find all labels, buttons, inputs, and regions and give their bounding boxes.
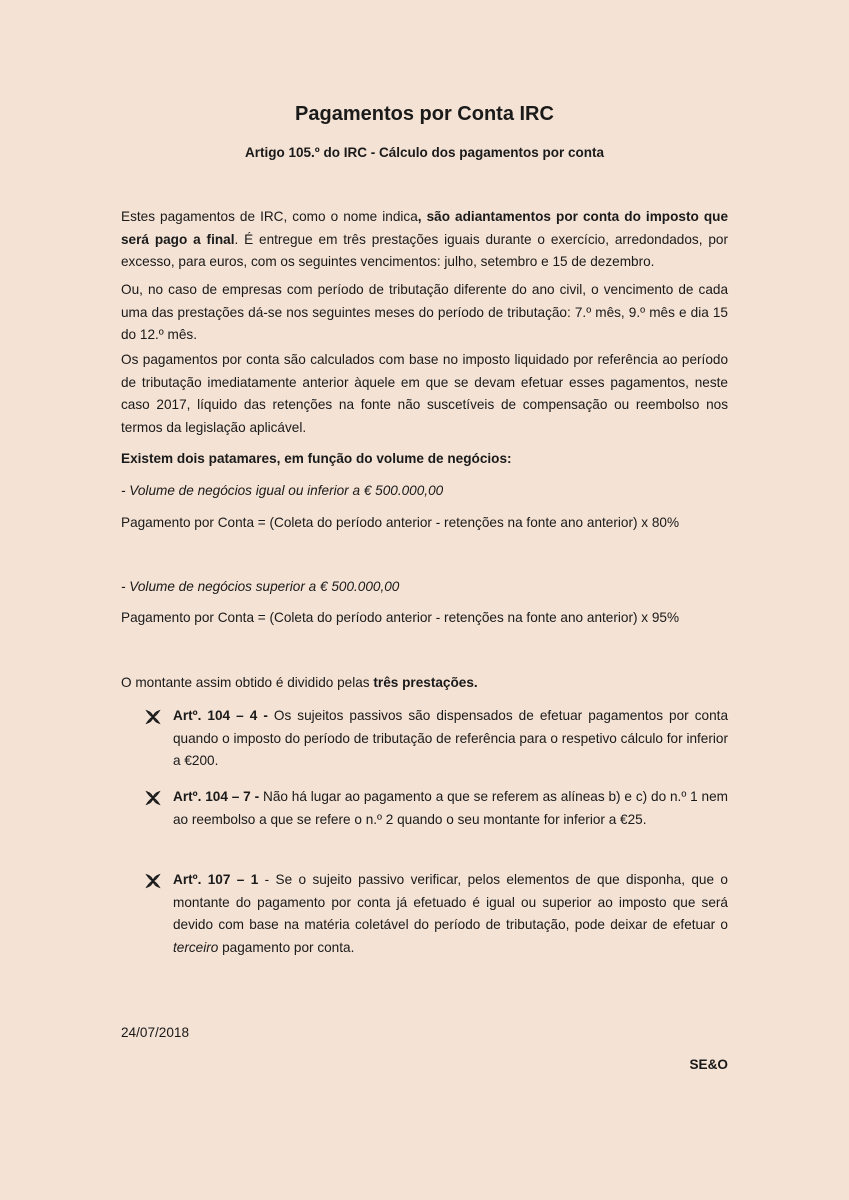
document-date: 24/07/2018	[121, 1025, 190, 1040]
tier-2-formula: Pagamento por Conta = (Coleta do período anterior - retenções na fonte ano anterior) x 95%	[121, 610, 680, 625]
bullet-article-label: Artº. 104 – 7 -	[173, 789, 260, 804]
paragraph-fiscal-period: Ou, no caso de empresas com período de tributação diferente do ano civil, o vencimento de cada uma das prestações dá-se nos seguintes meses do período de tributação: 7.º mês, 9.º mês e dia 15 do 12.º mês.	[121, 282, 728, 342]
bullet-article-text: Os sujeitos passivos são dispensados de efetuar pagamentos por conta quando o imposto do período de tributação de referência para o respetivo cálculo for inferior a €200.	[173, 708, 728, 768]
bullet-art-107-1	[149, 869, 728, 959]
bullet-text	[173, 786, 728, 831]
bullet-art-104-7	[149, 786, 728, 831]
bullet-article-text-end: pagamento por conta.	[218, 939, 355, 955]
paragraph-calculation-basis: Os pagamentos por conta são calculados com base no imposto liquidado por referência ao período de tributação imediatamente anterior àquele em que se devam efetuar esses pagamentos, neste caso 2017, líquido das retenções na fonte não suscetíveis de compensação ou reembolso nos termos da legislação aplicável.	[121, 352, 728, 435]
bullet-article-italic: terceiro	[173, 939, 219, 955]
paragraph-tiers-heading: Existem dois patamares, em função do volume de negócios:	[121, 451, 512, 466]
paragraph-intro-bold: , são adiantamentos por conta do imposto que será pago a final	[121, 209, 728, 247]
bullet-art-104-4	[149, 705, 728, 773]
page-title: Pagamentos por Conta IRC	[295, 103, 554, 125]
paragraph-intro-part3: . É entregue em três prestações iguais durante o exercício, arredondados, por excesso, para euros, com os seguintes vencimentos: julho, setembro e 15 de dezembro.	[121, 231, 728, 269]
bullet-article-label: Artº. 104 – 4 -	[173, 708, 268, 723]
paragraph-installments-text: O montante assim obtido é dividido pelas	[121, 675, 374, 690]
bullet-article-text: - Se o sujeito passivo verificar, pelos elementos de que disponha, que o montante do pagamento por conta já efetuado é igual ou superior ao imposto que será devido com base na matéria coletável do período de tributação, pode deixar de efetuar o	[173, 872, 728, 932]
document-signature: SE&O	[689, 1057, 728, 1072]
tier-1-label: - Volume de negócios igual ou inferior a € 500.000,00	[121, 483, 444, 498]
paragraph-installments-bold: três prestações.	[373, 675, 478, 690]
paragraph-installments	[121, 672, 728, 695]
bullet-article-label: Artº. 107 – 1	[173, 872, 259, 887]
bullet-text	[173, 869, 728, 959]
bullet-text	[173, 705, 728, 773]
paragraph-intro-part1: Estes pagamentos de IRC, como o nome indica	[121, 209, 418, 224]
paragraph-intro	[121, 206, 728, 274]
tier-2-label: - Volume de negócios superior a € 500.000,00	[121, 579, 400, 594]
fleur-bullet-icon	[145, 709, 161, 725]
fleur-bullet-icon	[145, 873, 161, 889]
page-subtitle: Artigo 105.º do IRC - Cálculo dos pagamentos por conta	[245, 145, 604, 160]
tier-1-formula: Pagamento por Conta = (Coleta do período anterior - retenções na fonte ano anterior) x 80%	[121, 515, 680, 530]
fleur-bullet-icon	[145, 790, 161, 806]
bullet-article-text: Não há lugar ao pagamento a que se referem as alíneas b) e c) do n.º 1 nem ao reembolso a que se refere o n.º 2 quando o seu montante for inferior a €25.	[173, 789, 729, 827]
